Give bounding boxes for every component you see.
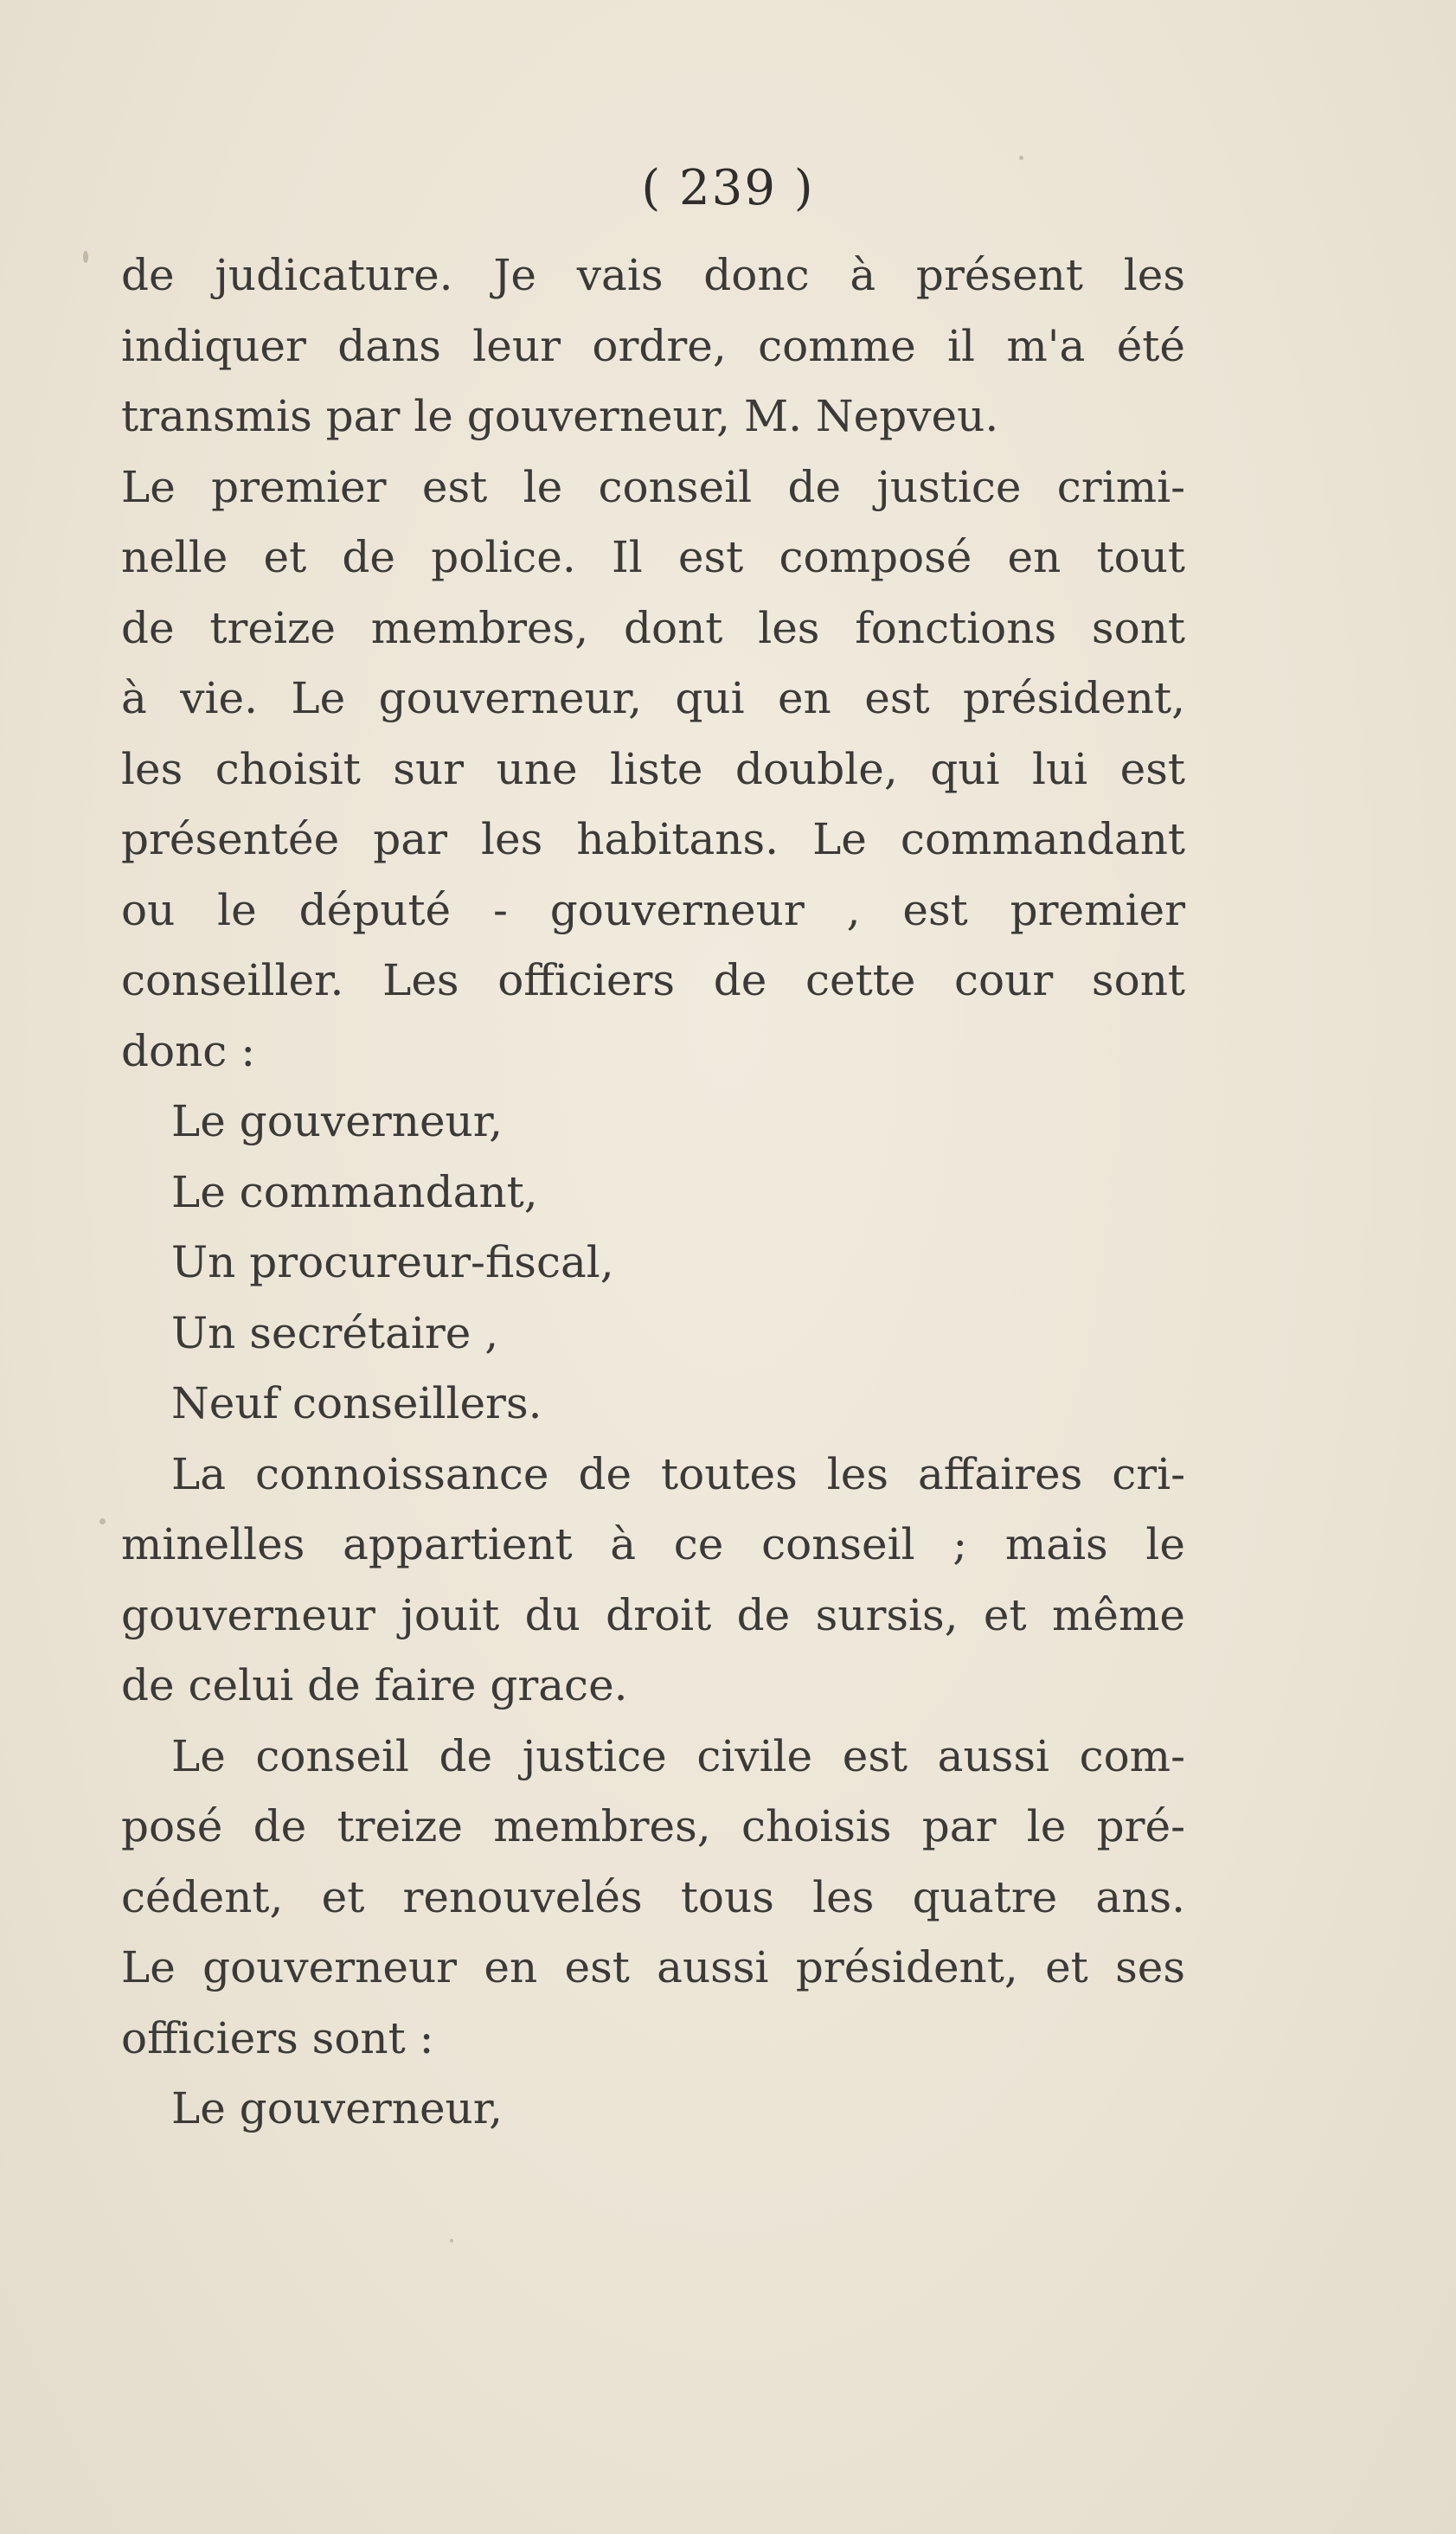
text-line: conseiller. Les officiers de cette cour sont bbox=[121, 955, 1185, 1005]
paper-speck bbox=[1019, 156, 1023, 160]
text-line: à vie. Le gouverneur, qui en est président, bbox=[121, 673, 1185, 723]
text-line: ou le député - gouverneur , est premier bbox=[121, 884, 1185, 935]
text-line: de treize membres, dont les fonctions sont bbox=[121, 602, 1185, 653]
list-item: Un procureur-fiscal, bbox=[171, 1237, 614, 1287]
text-line: gouverneur jouit du droit de sursis, et même bbox=[121, 1589, 1185, 1640]
text-line: La connoissance de toutes les affaires cri- bbox=[171, 1448, 1185, 1499]
list-item: Le gouverneur, bbox=[171, 2083, 504, 2133]
text-line: de celui de faire grace. bbox=[121, 1660, 628, 1710]
text-line: nelle et de police. Il est composé en tout bbox=[121, 532, 1185, 582]
text-line: les choisit sur une liste double, qui lui est bbox=[121, 743, 1185, 794]
text-line: cédent, et renouvelés tous les quatre ans. bbox=[121, 1871, 1185, 1922]
text-line: Le conseil de justice civile est aussi com- bbox=[171, 1730, 1185, 1781]
paper-speck bbox=[83, 251, 88, 263]
list-item: Neuf conseillers. bbox=[171, 1378, 542, 1428]
text-line: donc : bbox=[121, 1025, 256, 1076]
text-line: officiers sont : bbox=[121, 2012, 434, 2063]
text-line: Le gouverneur en est aussi président, et ses bbox=[121, 1942, 1185, 1992]
text-line: posé de treize membres, choisis par le pré- bbox=[121, 1801, 1185, 1851]
text-line: transmis par le gouverneur, M. Nepveu. bbox=[121, 391, 999, 441]
text-line: indiquer dans leur ordre, comme il m'a été bbox=[121, 320, 1185, 371]
paper-speck bbox=[99, 1518, 106, 1524]
list-item: Le commandant, bbox=[171, 1166, 538, 1217]
page-number: ( 239 ) bbox=[641, 160, 815, 216]
paper-speck bbox=[450, 2239, 453, 2242]
text-line: de judicature. Je vais donc à présent les bbox=[121, 250, 1185, 300]
text-line: présentée par les habitans. Le commandant bbox=[121, 814, 1185, 864]
text-line: minelles appartient à ce conseil ; mais le bbox=[121, 1519, 1185, 1569]
list-item: Le gouverneur, bbox=[171, 1096, 504, 1146]
body-text bbox=[121, 241, 1185, 2145]
text-line: Le premier est le conseil de justice crimi- bbox=[121, 461, 1185, 512]
list-item: Un secrétaire , bbox=[171, 1307, 499, 1358]
